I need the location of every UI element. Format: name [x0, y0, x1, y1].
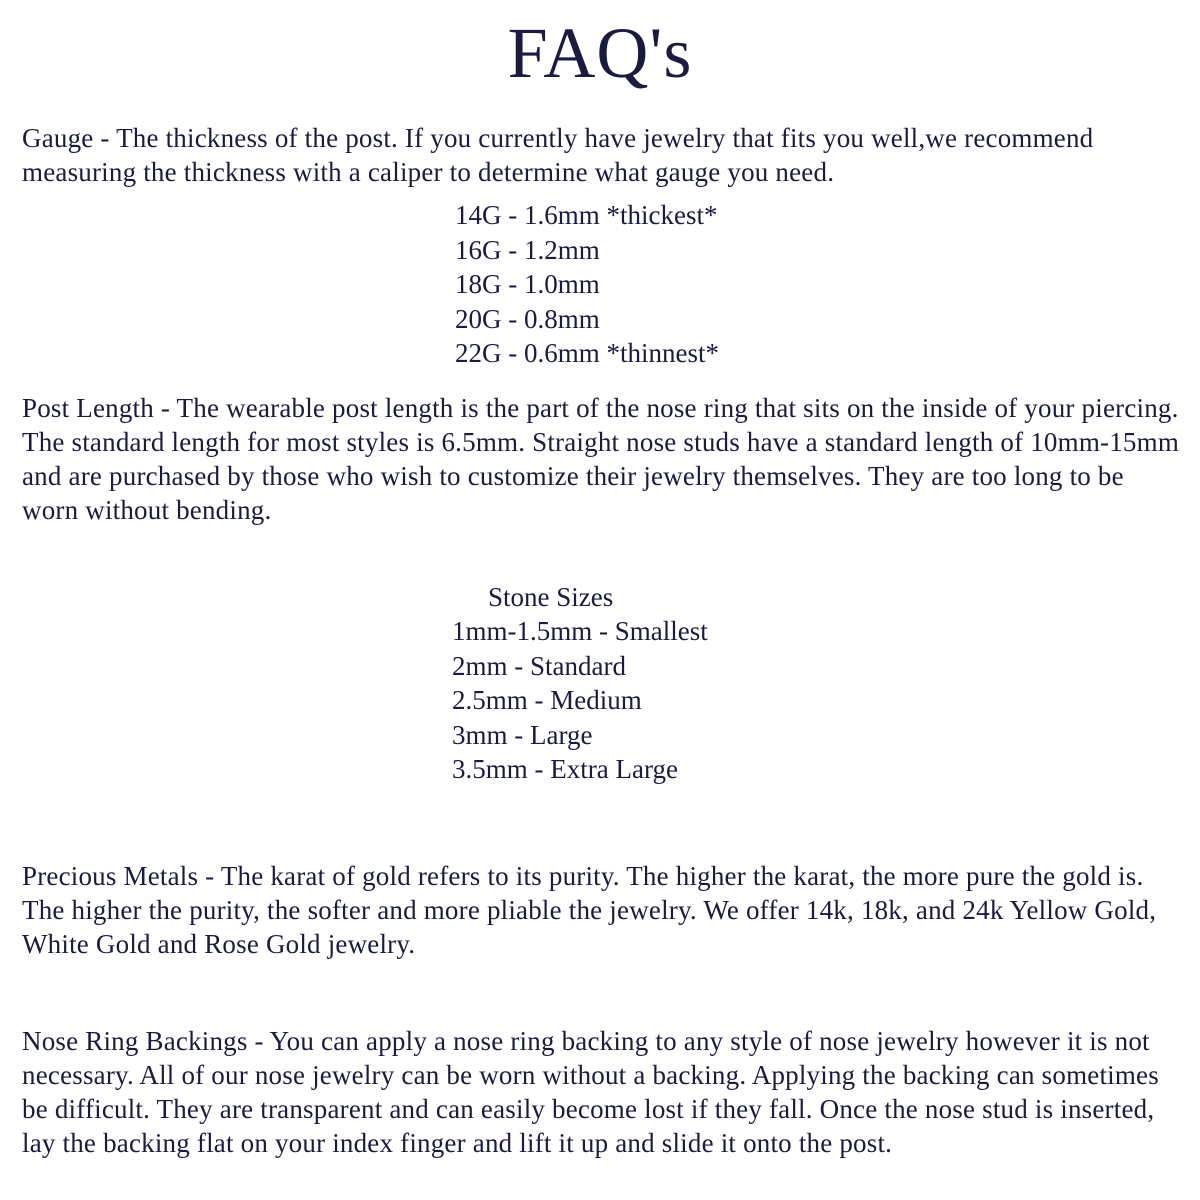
nose-ring-backings-paragraph: Nose Ring Backings - You can apply a nose ring backing to any style of nose jewelry however it is not necessary. All of our nose jewelry can be worn without a backing. Applying the backing can sometimes be difficult. They are transparent and can easily become lost if they fall. Once the nose stud is inserted, lay the backing flat on your index finger and lift it up and slide it onto the post. [22, 1025, 1159, 1158]
page-title: FAQ's [507, 13, 693, 93]
stone-size-item: 2mm - Standard [452, 650, 626, 681]
gauge-size-list [455, 198, 1200, 371]
gauge-size-item: 16G - 1.2mm [455, 234, 600, 265]
post-length-paragraph: Post Length - The wearable post length is the part of the nose ring that sits on the inside of your piercing. The standard length for most styles is 6.5mm. Straight nose studs have a standard length of 10mm-15mm and are purchased by those who wish to customize their jewelry themselves. They are too long to be worn without bending. [22, 392, 1180, 525]
gauge-size-item: 22G - 0.6mm *thinnest* [455, 338, 719, 368]
stone-size-item: 3mm - Large [452, 719, 593, 750]
stone-size-item: 2.5mm - Medium [452, 685, 642, 715]
stone-sizes-section [0, 580, 1200, 787]
stone-sizes-heading: Stone Sizes [488, 581, 614, 612]
gauge-size-item: 18G - 1.0mm [455, 269, 600, 299]
stone-size-item: 1mm-1.5mm - Smallest [452, 616, 708, 646]
precious-metals-paragraph: Precious Metals - The karat of gold refers to its purity. The higher the karat, the more pure the gold is. The higher the purity, the softer and more pliable the jewelry. We offer 14k, 18k, and 24k Yellow Gold, White Gold and Rose Gold jewelry. [22, 860, 1157, 959]
gauge-paragraph: Gauge - The thickness of the post. If you currently have jewelry that fits you well,we recommend measuring the thickness with a caliper to determine what gauge you need. [22, 123, 1094, 187]
gauge-size-item: 20G - 0.8mm [455, 303, 600, 334]
gauge-size-item: 14G - 1.6mm *thickest* [455, 200, 718, 230]
stone-size-list [452, 614, 1200, 787]
stone-size-item: 3.5mm - Extra Large [452, 754, 678, 784]
